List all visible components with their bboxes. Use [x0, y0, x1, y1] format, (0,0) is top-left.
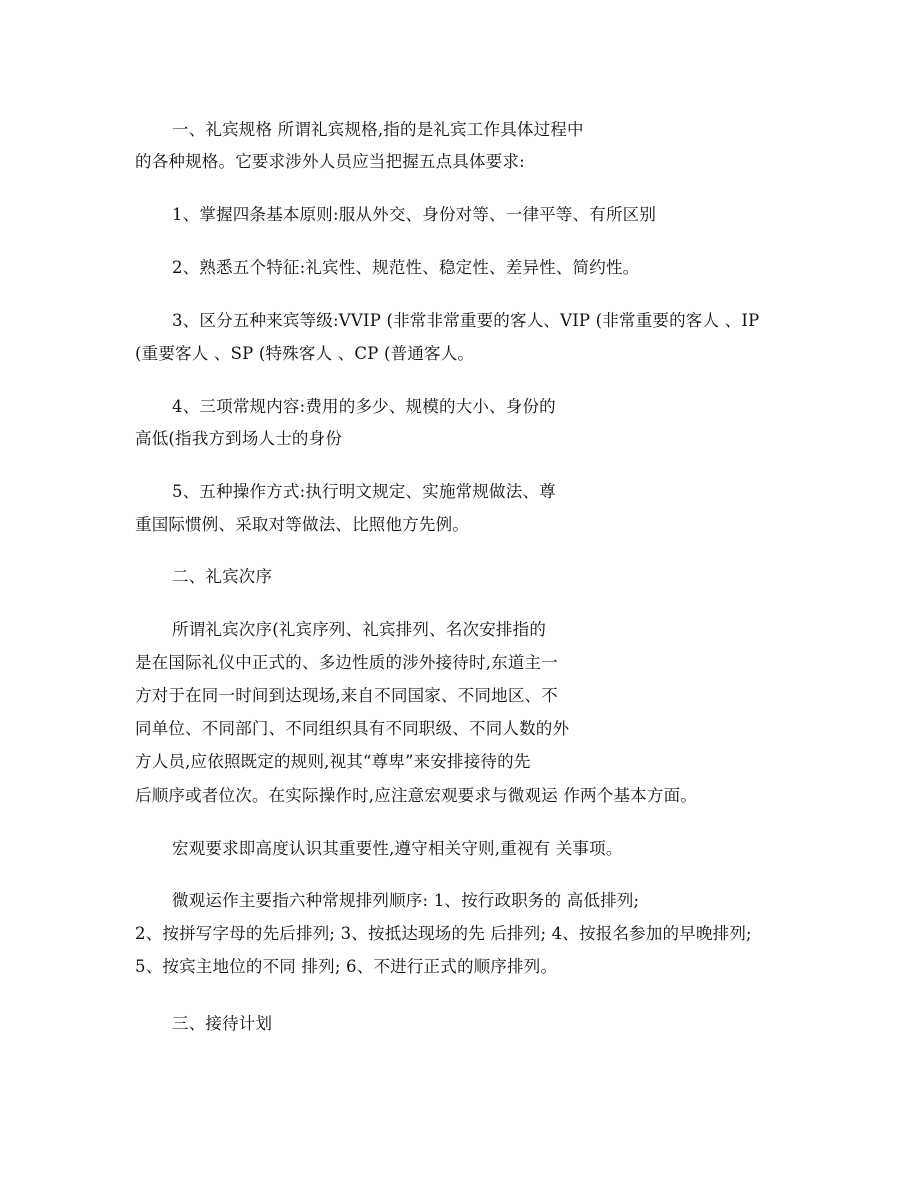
list-item-2: 2、熟悉五个特征:礼宾性、规范性、稳定性、差异性、简约性。 [172, 258, 640, 277]
list-item-5: 5、五种操作方式:执行明文规定、实施常规做法、尊 [172, 482, 556, 501]
section-heading-3: 三、接待计划 [172, 1014, 273, 1033]
paragraph-line: 方对于在同一时间到达现场,来自不同国家、不同地区、不 [135, 686, 558, 705]
list-item-1: 1、掌握四条基本原则:服从外交、身份对等、一律平等、有所区别 [172, 205, 657, 224]
paragraph-line: 高低(指我方到场人士的身份 [135, 429, 343, 448]
paragraph-line: (重要客人 、SP (特殊客人 、CP (普通客人。 [135, 344, 475, 363]
section-heading-1: 一、礼宾规格 所谓礼宾规格,指的是礼宾工作具体过程中 [172, 120, 584, 139]
paragraph-line: 微观运作主要指六种常规排列顺序: 1、按行政职务的 高低排列; [172, 891, 640, 910]
paragraph-line: 是在国际礼仪中正式的、多边性质的涉外接待时,东道主一 [135, 653, 558, 672]
paragraph-line: 方人员,应依照既定的规则,视其“尊卑”来安排接待的先 [135, 752, 531, 771]
list-item-3: 3、区分五种来宾等级:VVIP (非常非常重要的客人、VIP (非常重要的客人 、IP [172, 311, 760, 330]
paragraph-line: 的各种规格。它要求涉外人员应当把握五点具体要求: [135, 152, 525, 171]
paragraph-line: 宏观要求即高度认识其重要性,遵守相关守则,重视有 关事项。 [172, 839, 623, 858]
paragraph-line: 后顺序或者位次。在实际操作时,应注意宏观要求与微观运 作两个基本方面。 [135, 786, 697, 805]
list-item-4: 4、三项常规内容:费用的多少、规模的大小、身份的 [172, 397, 556, 416]
paragraph-line: 重国际惯例、采取对等做法、比照他方先例。 [135, 515, 469, 534]
paragraph-line: 5、按宾主地位的不同 排列; 6、不进行正式的顺序排列。 [135, 957, 558, 976]
paragraph-line: 2、按拼写字母的先后排列; 3、按抵达现场的先 后排列; 4、按报名参加的早晚排列; [135, 924, 752, 943]
paragraph-line: 所谓礼宾次序(礼宾序列、礼宾排列、名次安排指的 [172, 620, 547, 639]
paragraph-line: 同单位、不同部门、不同组织具有不同职级、不同人数的外 [135, 719, 570, 738]
section-heading-2: 二、礼宾次序 [172, 567, 273, 586]
